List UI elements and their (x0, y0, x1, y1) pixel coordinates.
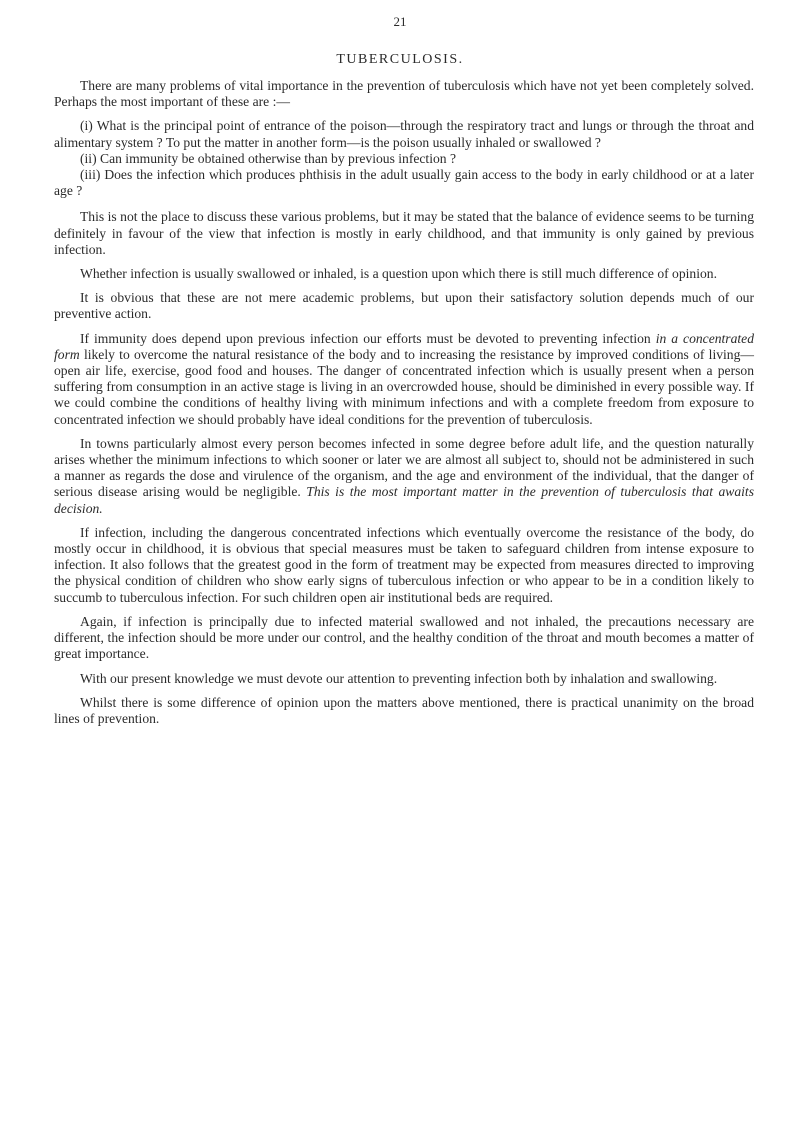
children-paragraph: If infection, including the dangerous concentrated infections which eventually overcome the resistance of the body, do mostly occur in childhood, it is obvious that special measures must be taken to safeguard children from intense exposure to infection. It also follows that the greatest good in the form of treatment may be expected from measures directed to improving the physical condition of children who show early signs of tuberculous infection or who appear to be in a condition likely to succumb to tuberculous infection. For such children open air institutional beds are required. (54, 524, 754, 605)
towns-italic-sentence: This is the most important matter in the prevention of tuberculosis that awaits decision. (54, 484, 754, 516)
action-paragraph: It is obvious that these are not mere academic problems, but upon their satisfactory solution depends much of our preventive action. (54, 290, 754, 322)
document-body (54, 78, 754, 735)
page-number: 21 (393, 14, 407, 29)
question-1: (i) What is the principal point of entrance of the poison—through the respiratory tract and lungs or through the throat and alimentary system ? To put the matter in another form—is the poison usually inhaled or swallowed ? (54, 118, 754, 150)
immunity-text-start: If immunity does depend upon previous infection our efforts must be devoted to preventing infection (80, 330, 656, 346)
swallowed-paragraph: Again, if infection is principally due to infected material swallowed and not inhaled, the precautions necessary are different, the infection should be more under our control, and the healthy condition of the throat and mouth becomes a matter of great importance. (54, 613, 754, 662)
immunity-text-end: likely to overcome the natural resistance of the body and to increasing the resistance by improved conditions of living—open air life, exercise, good food and houses. The danger of concentrated infection which is usually present when a person suffering from consumption in an active stage is living in an overcrowded house, should be diminished in every possible way. If we could combine the conditions of healthy living with minimum infections and with a complete freedom from exposure to concentrated infection we should probably have ideal conditions for the prevention of tuberculosis. (54, 346, 754, 427)
intro-paragraph: There are many problems of vital importance in the prevention of tuberculosis which have not yet been completely solved. Perhaps the most important of these are :— (54, 78, 754, 110)
question-3: (iii) Does the infection which produces phthisis in the adult usually gain access to the body in early childhood or at a later age ? (54, 167, 754, 199)
immunity-italic-phrase: in a concentrated form (54, 330, 755, 362)
opinion-paragraph: Whether infection is usually swallowed or inhaled, is a question upon which there is still much difference of opinion. (80, 266, 717, 282)
page-title: TUBERCULOSIS. (336, 52, 464, 67)
knowledge-paragraph: With our present knowledge we must devote our attention to preventing infection both by inhalation and swallowing. (80, 670, 718, 686)
whilst-paragraph: Whilst there is some difference of opinion upon the matters above mentioned, there is practical unanimity on the broad lines of prevention. (54, 694, 754, 726)
towns-paragraph (54, 436, 754, 517)
immunity-paragraph (54, 331, 754, 428)
evidence-paragraph: This is not the place to discuss these various problems, but it may be stated that the balance of evidence seems to be turning definitely in favour of the view that infection is mostly in early childhood, and that immunity is only gained by previous infection. (54, 209, 754, 257)
towns-text: In towns particularly almost every person becomes infected in some degree before adult life, and the question naturally arises whether the minimum infections to which sooner or later we are almost all subject to, should not be administered in such a manner as regards the dose and virulence of the organism, and the age and environment of the individual, that the danger of serious disease arising would be negligible. (54, 435, 754, 500)
question-2: (ii) Can immunity be obtained otherwise than by previous infection ? (80, 150, 457, 166)
